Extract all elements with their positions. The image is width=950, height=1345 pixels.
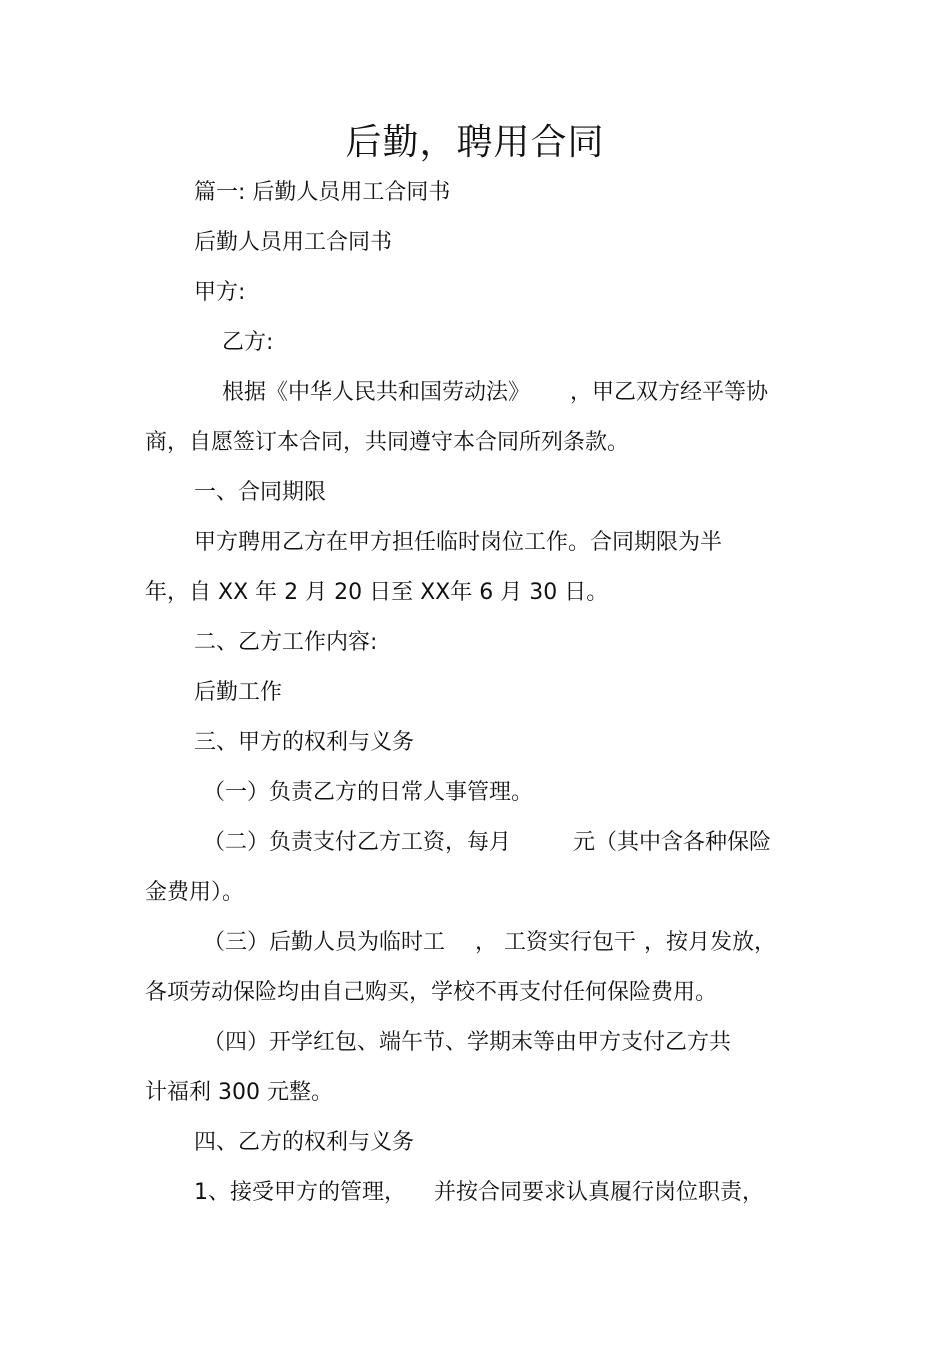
clause-heading-2: 二、乙方工作内容: xyxy=(194,630,378,655)
clause-heading-3: 三、甲方的权利与义务 xyxy=(194,730,415,755)
clause-3-item-3-line1 xyxy=(203,928,776,958)
clause-1-text-line1: 甲方聘用乙方在甲方担任临时岗位工作。合同期限为半 xyxy=(194,530,723,555)
clause-heading-4: 四、乙方的权利与义务 xyxy=(194,1130,415,1155)
clause-4-item-1 xyxy=(194,1178,764,1208)
clause-3-item-4-line1: （四）开学红包、端午节、学期末等由甲方支付乙方共 xyxy=(203,1030,732,1055)
party-a-label: 甲方: xyxy=(194,280,246,305)
document-title: 后勤，聘用合同 xyxy=(345,122,605,163)
clause-3-item-4-line2: 计福利 300 元整。 xyxy=(145,1080,333,1105)
clause-1-text-line2: 年，自 XX 年 2 月 20 日至 XX年 6 月 30 日。 xyxy=(145,580,609,605)
salary-text: （二）负责支付乙方工资，每月 xyxy=(203,830,512,855)
monthly-payment-text: ，按月发放， xyxy=(644,930,777,955)
salary-text-continued: 元（其中含各种保险 xyxy=(573,830,772,855)
preamble-law-ref: 根据《中华人民共和国劳动法》 xyxy=(222,380,531,405)
clause-3-item-2-line2: 金费用）。 xyxy=(145,880,245,905)
clause-3-item-2-line1 xyxy=(203,828,771,858)
preamble-continued: ，甲乙双方经平等协 xyxy=(570,380,769,405)
section-heading-part-one: 篇一: 后勤人员用工合同书 xyxy=(194,180,451,205)
party-b-label: 乙方: xyxy=(222,330,274,355)
clause-heading-1: 一、合同期限 xyxy=(194,480,327,505)
wage-text: ， 工资实行包干 xyxy=(475,930,637,955)
accept-management-text: 1、接受甲方的管理， xyxy=(194,1180,406,1205)
clause-3-item-1: （一）负责乙方的日常人事管理。 xyxy=(203,780,534,805)
contract-subtitle: 后勤人员用工合同书 xyxy=(194,230,393,255)
clause-3-item-3-line2: 各项劳动保险均由自己购买，学校不再支付任何保险费用。 xyxy=(145,980,718,1005)
paragraph-preamble-line1 xyxy=(222,378,768,408)
paragraph-preamble-line2: 商，自愿签订本合同，共同遵守本合同所列条款。 xyxy=(145,430,630,455)
clause-2-text: 后勤工作 xyxy=(194,680,283,705)
temp-worker-text: （三）后勤人员为临时工 xyxy=(203,930,446,955)
duties-text: 并按合同要求认真履行岗位职责， xyxy=(434,1180,765,1205)
